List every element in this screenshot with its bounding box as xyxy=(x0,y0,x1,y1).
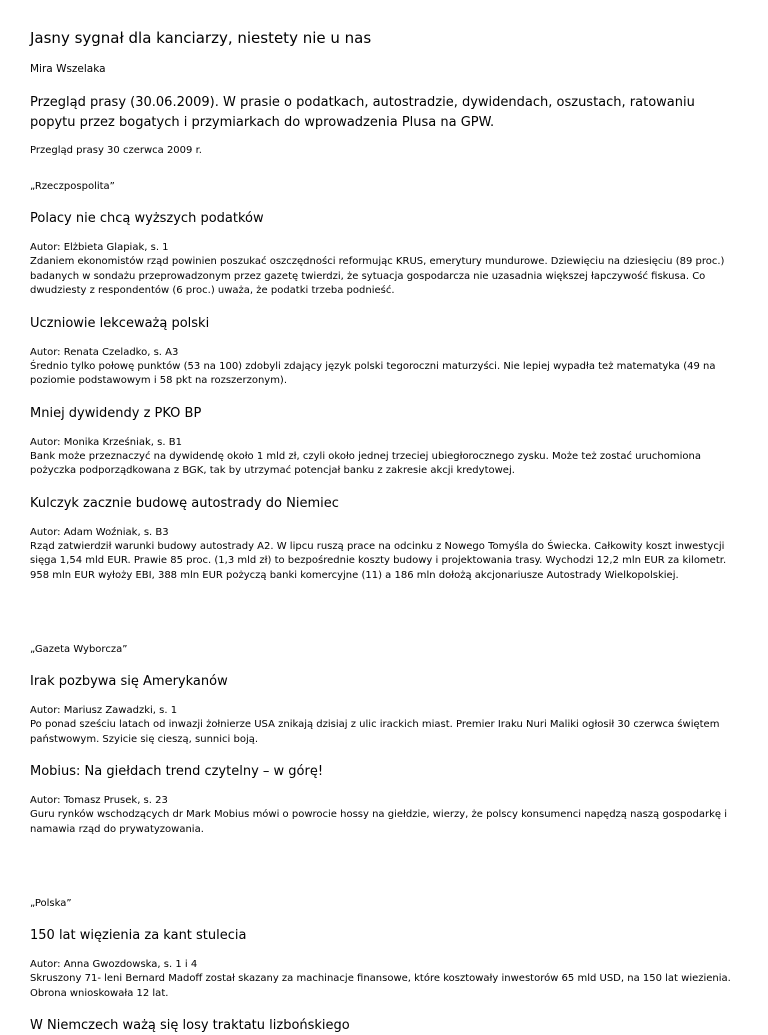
document-author: Mira Wszelaka xyxy=(30,63,106,75)
article-author: Autor: Renata Czeladko, s. A3 xyxy=(30,346,179,358)
article-body: Guru rynków wschodzących dr Mark Mobius mówi o powrocie hossy na giełdzie, wierzy, że polscy konsumenci napędzą naszą gospodarkę i namawia rząd do prywatyzowania. xyxy=(30,809,727,835)
article-author: Autor: Elżbieta Glapiak, s. 1 xyxy=(30,242,169,253)
article-title: Mobius: Na giełdach trend czytelny – w górę! xyxy=(30,764,324,779)
article-title: Irak pozbywa się Amerykanów xyxy=(30,674,228,689)
article-author: Autor: Tomasz Prusek, s. 23 xyxy=(30,795,168,806)
article xyxy=(30,495,738,584)
article-title: W Niemczech ważą się losy traktatu lizbońskiego xyxy=(30,1018,350,1033)
article-body: Skruszony 71- leni Bernard Madoff został skazany za machinacje finansowe, które kosztowały inwestorów 65 mld USD, na 150 lat wiezienia. Obrona wnioskowała 12 lat. xyxy=(30,973,731,999)
press-section-rzeczpospolita xyxy=(30,180,738,583)
article xyxy=(30,210,738,299)
article xyxy=(30,673,738,747)
press-section-gazeta-wyborcza xyxy=(30,643,738,837)
document-date-line: Przegląd prasy 30 czerwca 2009 r. xyxy=(30,145,202,156)
section-source: „Gazeta Wyborcza” xyxy=(30,644,128,655)
article-body: Po ponad sześciu latach od inwazji żołnierze USA znikają dzisiaj z ulic irackich miast. Premier Iraku Nuri Maliki ogłosił 30 czerwca świętem państwowym. Szyicie się cieszą, sunnici boją. xyxy=(30,719,720,745)
article-body: Zdaniem ekonomistów rząd powinien poszukać oszczędności reformując KRUS, emerytury mundurowe. Dziewięciu na dziesięciu (89 proc.) badanych w sondażu przeprowadzonym przez gazetę twierdzi, że sytuacja gospodarcza nie uzasadnia większej łapczywość fiskusa. Co dwudziesty z respondentów (6 proc.) uważa, że podatki trzeba podnieść. xyxy=(30,256,725,296)
article xyxy=(30,927,738,1001)
document-subtitle: Przegląd prasy (30.06.2009). W prasie o podatkach, autostradzie, dywidendach, oszustach, ratowaniu popytu przez bogatych i przymiarkach do wprowadzenia Plusa na GPW. xyxy=(30,95,695,130)
article-body: Średnio tylko połowę punktów (53 na 100) zdobyli zdający język polski tegoroczni maturzyści. Nie lepiej wypadła też matematyka (49 na poziomie podstawowym i 58 pkt na rozszerzonym). xyxy=(30,360,716,386)
section-source: „Polska” xyxy=(30,898,72,909)
article-title: Uczniowie lekceważą polski xyxy=(30,315,210,331)
article-body: Bank może przeznaczyć na dywidendę około 1 mld zł, czyli około jednej trzeciej ubiegłorocznego zysku. Może też zostać uruchomiona pożyczka podporządkowana z BGK, tak by utrzymać potencjał banku z zakresie akcji kredytowej. xyxy=(30,450,701,476)
article-title: Mniej dywidendy z PKO BP xyxy=(30,405,202,421)
article-title: Kulczyk zacznie budowę autostrady do Niemiec xyxy=(30,495,339,511)
document-title: Jasny sygnał dla kanciarzy, niestety nie u nas xyxy=(30,29,372,47)
article-body: Rząd zatwierdził warunki budowy autostrady A2. W lipcu ruszą prace na odcinku z Nowego Tomyśla do Świecka. Całkowity koszt inwestycji sięga 1,54 mld EUR. Prawie 85 proc. (1,3 mld zł) to bezpośrednie koszty budowy i projektowania trasy. Wychodzi 12,2 mln EUR za kilometr. 958 mln EUR wyłoży EBI, 388 mln EUR pożyczą banki komercyjne (11) a 186 mln dołożą akcjonariusze Autostrady Wielkopolskiej. xyxy=(30,540,727,581)
section-spacer xyxy=(30,853,738,897)
article-author: Autor: Adam Woźniak, s. B3 xyxy=(30,526,169,538)
article-title: 150 lat więzienia za kant stulecia xyxy=(30,928,247,943)
article-author: Autor: Monika Krześniak, s. B1 xyxy=(30,436,182,448)
article-title: Polacy nie chcą wyższych podatków xyxy=(30,211,264,226)
article xyxy=(30,405,738,479)
article xyxy=(30,763,738,837)
section-source: „Rzeczpospolita” xyxy=(30,181,115,192)
section-spacer xyxy=(30,599,738,643)
article xyxy=(30,315,738,389)
press-section-polska xyxy=(30,897,738,1035)
article-author: Autor: Mariusz Zawadzki, s. 1 xyxy=(30,705,178,716)
article-author: Autor: Anna Gwozdowska, s. 1 i 4 xyxy=(30,959,198,970)
article xyxy=(30,1017,738,1035)
